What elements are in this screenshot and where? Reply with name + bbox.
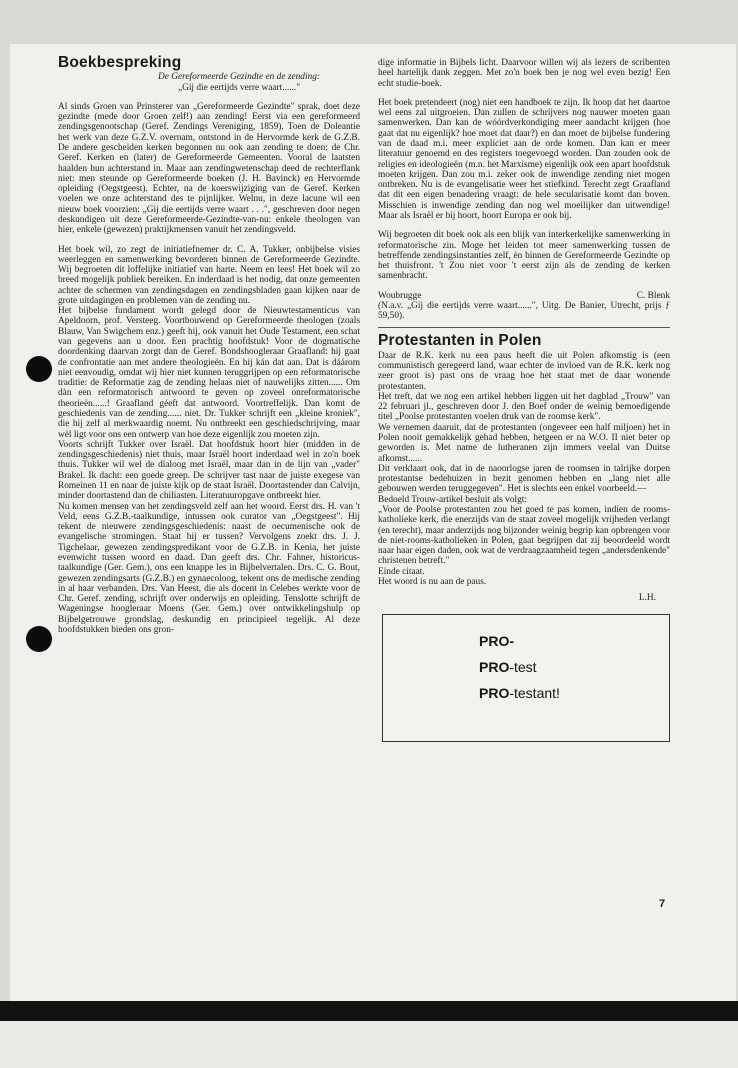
review-paragraph: Het boek pretendeert (nog) niet een handboek te zijn. Ik hoop dat het daartoe wel eens zal uitgroeien. Dan zullen de schrijvers nog nauwer moeten gaan samenwerken. Dan kan de wóórdverkondiging meer aandacht krijgen (hoe gaat dat nu eigenlijk? hoe moet dat daar?) en dan moet de bijbelse fundering van de daad m.i. meer expliciet aan de orde komen. Dan kan er meer literatuur genoemd en des registers toegevoegd worden. Dan zouden ook de religies en ideologieën (m.n. het Marxisme) eigenlijk ook een apart hoofdstuk moeten krijgen. Dan zou m.i. zeker ook de inwendige zending niet mogen ontbreken. Nu is de evangelisatie weer het stiefkind. Terecht zegt Graafland dat dit een eigen benadering vraagt: de hele secularisatie komt dan boven. Misschien is inwendige zending dan nog wel moeilijker dan uitwendige! Maar als Israël er bij hoort, hoort Europa er ook bij.: [378, 97, 670, 221]
page-number: 7: [659, 898, 666, 910]
review-paragraph: Voorts schrijft Tukker over Israël. Dat hoofdstuk hoort hier (midden in de zendingsgeschiedenis) niet thuis, maar Israël hoort inderdaad wel in zo'n boek thuis. Tukker wil wel de dialoog met Israël, maar dan in de lijn van „vader" Brakel. Ik dacht: een goede greep. De schrijver tast naar de juiste exegese van Romeinen 11 en naar de juiste kijk op de staat Israël. Doortastender dan Calvijn, minder doortastend dan de chiliasten. Literatuuropgave ontbreekt hier.: [58, 439, 360, 502]
right-column: [378, 58, 670, 742]
scan-background: [0, 1021, 738, 1068]
signature-row: [378, 291, 670, 301]
review-paragraph: Het boek wil, zo zegt de initiatiefnemer dr. C. A. Tukker, onbijbelse visies weerleggen en samenwerking bevorderen binnen de Gereformeerde Gezindte. Wij begroeten dit loffelijke initiatief van harte. Neem en lees! Het boek wil zo breed mogelijk publiek bereiken. En inderdaad is het nodig, dat onze gemeenten achter de schermen van zendingsdagen en zendingsbladen gaan kijken naar de grote uitdagingen en problemen van de zending nu.: [58, 244, 360, 306]
signature-name: C. Blenk: [636, 290, 670, 301]
punch-hole: [26, 356, 52, 382]
advertisement-text: [479, 628, 560, 706]
article-paragraph: Het woord is nu aan de paus.: [378, 576, 487, 587]
article-paragraph: Daar de R.K. kerk nu een paus heeft die uit Polen afkomstig is (een communistisch geregeerd land, waar echter de invloed van de R.K. kerk nog zeer groot is) past ons de vraag hoe het staat met de daar wonende protestanten.: [378, 350, 670, 392]
article-paragraph: Bedoeld Trouw-artikel besluit als volgt:: [378, 494, 527, 505]
review-paragraph: Het bijbelse fundament wordt gelegd door de Nieuwtestamenticus van Apeldoorn, prof. Versteeg. Voortbouwend op Gereformeerde theologen (zoals Blauw, Van Swigchem enz.) geeft hij, ook vanuit het Oude Testament, een schat van gegevens aan u door. Een prachtig hoofdstuk! Voor de dogmatische doordenking daarvan zorgt dan de Geref. Bondshoogleraar Graafland: hij gaat de confrontatie aan met andere theologieën. En hij kán dat aan. Dat is dáárom niet eenvoudig, omdat wij hier niet kunnen teruggrijpen op een reformatorische traditie: de Reformatie zag de zending helaas niet of nauwelijks zitten...... Om dàn een reformatorisch antwoord te geven op zoveel onreformatorische theorieën......! Graafland géeft dat antwoord. Voortreffelijk. Dan komt de geschiedenis van de zending...... niet. Dr. Tukker schrijft een „kleine kroniek", die hij zelf al merkwaardig noemt. Nu ontbreekt een geschiedschrijving, maar wèl ligt voor ons een ontwerp van hoe deze eigenlijk zou moeten zijn.: [58, 306, 360, 440]
section-divider: [378, 327, 670, 328]
article-paragraph: Einde citaat.: [378, 566, 425, 577]
book-subtitle: [58, 72, 360, 93]
ad-line-3: PRO-testant!: [479, 684, 560, 701]
review-paragraph: Nu komen mensen van het zendingsveld zelf aan het woord. Eerst drs. H. van 't Veld, eens G.Z.B.-taalkundige, intussen ook curator van „Oegstgeest". Hij tekent de nieuwere zendingsgeschiedenis: naast de oecumenische ook de evangelische stromingen. Staat hij er tussen? Vervolgens zoekt drs. J. J. Tigchelaar, gewezen zendingspredikant voor de G.Z.B. in Kenia, het juiste evenwicht tussen woord en daad. Dan geeft drs. Chr. Fahner, historicus-taalkundige (Ger. Gem.), ons een knappe les in Bijbelvertalen. Drs. C. G. Bout, gewezen zendingsarts (G.Z.B.) en gynaecoloog, tekent ons de medische zending in al haar verbanden. Drs. Van Heest, die als docent in Celebes werkte voor de Chr. Geref. zending, schrijft over onderwijs en opleiding. Tenslotte schrijft de Wageningse hoogleraar Moens (Ger. Gem.) over ontwikkelingshulp op Bijbelgetrouwe grondslag, deskundig en principieel tegelijk. Al deze hoofdstukken bieden ons gron-: [58, 501, 360, 635]
subtitle-plain: „Gij die eertijds verre waart......": [177, 82, 301, 93]
review-paragraph: dige informatie in Bijbels licht. Daarvoor willen wij als lezers de scribenten heel hartelijk dank zeggen. Met zo'n boek ben je nog wel even bezig! Een echt studie-boek.: [378, 58, 670, 89]
book-citation: (N.a.v. „Gij die eertijds verre waart......", Uitg. De Banier, Utrecht, prijs ƒ 59,50).: [378, 300, 670, 322]
article-paragraph: We vernemen daaruit, dat de protestanten (ongeveer een half miljoen) het in Polen nooit gemakkelijk gehad hebben, hetgeen er na W.O. II niet beter op geworden is. Met name de lutheranen zijn immers veelal van Duitse afkomst......: [378, 422, 670, 464]
heading-boekbespreking: Boekbespreking: [58, 54, 182, 71]
advertisement-box: [382, 614, 670, 742]
review-paragraph: Al sinds Groen van Prinsterer van „Gereformeerde Gezindte" sprak, doet deze gezindte (mede door Groen zelf!) aan zending! Eerst via een gereformeerd zendingsgenootschap (Geref. Zendings Vereniging, 1859). Toen de Doleantie het werk van deze G.Z.V. overnam, ontstond in de Hervormde kerk de G.Z.B. De andere gescheiden kerken begonnen nu ook aan zending te doen: de Chr. Geref. Kerken en (later) de Gereformeerde Gemeenten. Vooral de laatsten haalden hun achterstand in. Maar aan zendingwetenschap deed de rechterflank niet: men steunde op Gereformeerde boeken (J. H. Bavinck) en Hervormde opleiding (Oegstgeest). Echter, na de koerswijziging van de Geref. Kerken voelen we onze achterstand des te pijnlijker. Welnu, in deze lacune wil een nieuw boek voorzien: „Gij die eertijds verre waart . . .", geschreven door negen deskundigen uit deze Gereformeerde-Gezindte-van-nu: enkele theologen van hier, enkele (gewezen) praktijkmensen vanuit het zendingsveld.: [58, 101, 360, 236]
subtitle-italic: De Gereformeerde Gezindte en de zending:: [158, 72, 320, 83]
ad-line-1: PRO-: [479, 632, 514, 649]
review-paragraph: Wij begroeten dit boek ook als een blijk van interkerkelijke samenwerking in reformatorische zin. Moge het leiden tot meer samenwerking tussen de betreffende zendingsinstanties zelf, èn binnen de Gereformeerde Gezindte op het thuisfront. 't Zou niet voor 't eerst zijn als de zending de kerken samenbracht.: [378, 230, 670, 282]
author-initials: L.H.: [638, 593, 656, 604]
signature-place: Woubrugge: [378, 290, 422, 301]
ad-line-2: PRO-test: [479, 658, 537, 675]
bottom-black-band: [0, 1001, 738, 1021]
left-column: [58, 54, 360, 635]
article-paragraph: Het treft, dat we nog een artikel hebben liggen uit het dagblad „Trouw" van 22 februari jl., geschreven door J. den Boef onder de weinig bemoedigende titel „Poolse protestanten voelen druk van de roomse kerk".: [378, 391, 670, 423]
article-paragraph: Dit verklaart ook, dat in de naoorlogse jaren de roomsen in talrijke dorpen protestantse bedehuizen in bezit genomen hebben en „lang niet alle gebouwen werden teruggegeven". Het is slechts een enkel voorbeeld.—: [378, 463, 670, 495]
punch-hole: [26, 626, 52, 652]
article-quote: „Voor de Poolse protestanten zou het goed te pas komen, indien de rooms-katholieke kerk, die enerzijds van de staat zoveel mogelijk vrijheden verlangt (en terecht), maar anderzijds nog bijzonder weinig begrip kan opbrengen voor de niet-rooms-katholieken in Polen, gaat begrijpen dat zij beoordeeld wordt naar haar eigen daden, ook wat de verdraagzaamheid tegen „andersdenkende" christenen betreft.": [378, 504, 670, 567]
heading-protestanten-in-polen: Protestanten in Polen: [378, 332, 542, 350]
